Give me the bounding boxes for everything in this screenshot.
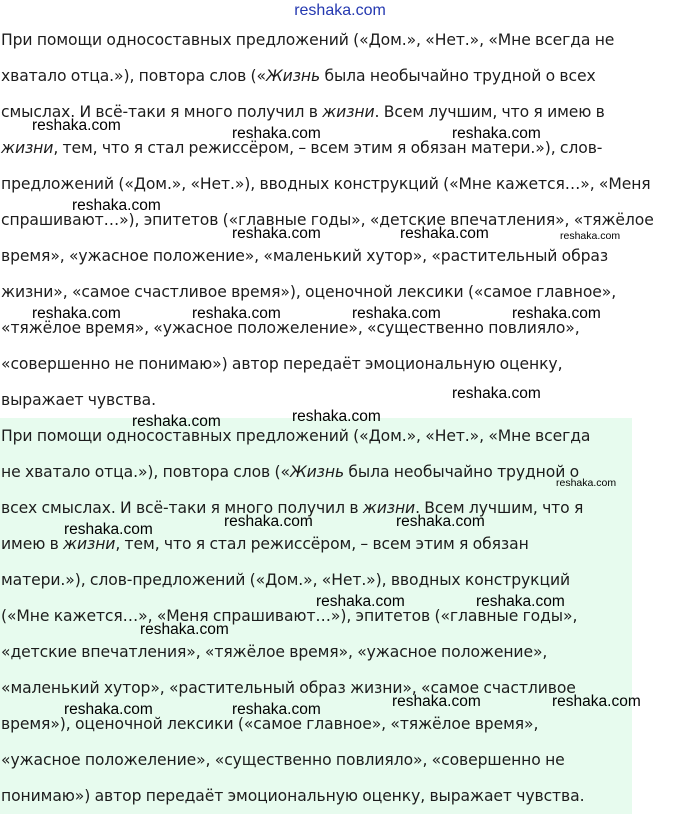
text-line: всех смыслах. И всё-таки я много получил в жизни. Всем лучшим, что я (1, 499, 584, 517)
watermark: reshaka.com (132, 413, 221, 430)
watermark: reshaka.com (64, 701, 153, 718)
watermark: reshaka.com (552, 693, 641, 710)
watermark: reshaka.com (232, 701, 321, 718)
watermark: reshaka.com (556, 477, 617, 489)
text-line: не хватало отца.»), повтора слов («Жизнь была необычайно трудной о (1, 463, 580, 481)
text-line: «тяжёлое время», «ужасное положеление», «существенно повлияло», (1, 319, 580, 337)
text-line: понимаю») автор передаёт эмоциональную оценку, выражает чувства. (1, 787, 585, 805)
text-line: При помощи односоставных предложений («Дом.», «Нет.», «Мне всегда (1, 427, 591, 445)
watermark: reshaka.com (452, 385, 541, 402)
text-line: предложений («Дом.», «Нет.»), вводных конструкций («Мне кажется…», «Меня (1, 175, 651, 193)
text-line: смыслах. И всё-таки я много получил в жизни. Всем лучшим, что я имею в (1, 103, 605, 121)
watermark: reshaka.com (292, 408, 381, 425)
text-line: «совершенно не понимаю») автор передаёт эмоциональную оценку, (1, 355, 563, 373)
text-line: «ужасное положеление», «существенно повлияло», «совершенно не (1, 751, 565, 769)
watermark: reshaka.com (452, 125, 541, 142)
text-line: имею в жизни, тем, что я стал режиссёром, – всем этим я обязан (1, 535, 529, 553)
text-line: выражает чувства. (1, 391, 156, 409)
watermark: reshaka.com (224, 513, 313, 530)
text-line: При помощи односоставных предложений («Дом.», «Нет.», «Мне всегда не (1, 31, 615, 49)
watermark: reshaka.com (316, 593, 405, 610)
watermark: reshaka.com (352, 305, 441, 322)
text-line: «детские впечатления», «тяжёлое время», «ужасное положение», (1, 643, 548, 661)
text-line: хватало отца.»), повтора слов («Жизнь была необычайно трудной о всех (1, 67, 596, 85)
watermark: reshaka.com (64, 521, 153, 538)
text-line: («Мне кажется…», «Меня спрашивают…»), эпитетов («главные годы», (1, 607, 578, 625)
watermark: reshaka.com (400, 225, 489, 242)
watermark: reshaka.com (232, 125, 321, 142)
site-header-link[interactable]: reshaka.com (294, 2, 386, 19)
answer-paragraph (0, 418, 632, 814)
watermark: reshaka.com (512, 305, 601, 322)
watermark: reshaka.com (72, 197, 161, 214)
watermark: reshaka.com (32, 305, 121, 322)
watermark: reshaka.com (192, 305, 281, 322)
watermark: reshaka.com (476, 593, 565, 610)
text-line: время», «ужасное положение», «маленький хутор», «растительный образ (1, 247, 609, 265)
watermark: reshaka.com (396, 513, 485, 530)
watermark: reshaka.com (392, 693, 481, 710)
text-line: жизни», «самое счастливое время»), оценочной лексики («самое главное», (1, 283, 617, 301)
text-line: спрашивают…»), эпитетов («главные годы», «детские впечатления», «тяжёлое (1, 211, 654, 229)
text-line: жизни, тем, что я стал режиссёром, – всем этим я обязан матери.»), слов- (1, 139, 603, 157)
watermark: reshaka.com (560, 230, 621, 242)
plain-paragraph (0, 22, 680, 418)
text-line: «маленький хутор», «растительный образ жизни», «самое счастливое (1, 679, 576, 697)
text-line: матери.»), слов-предложений («Дом.», «Нет.»), вводных конструкций (1, 571, 571, 589)
watermark: reshaka.com (32, 117, 121, 134)
watermark: reshaka.com (140, 621, 229, 638)
text-line: время»), оценочной лексики («самое главное», «тяжёлое время», (1, 715, 539, 733)
watermark: reshaka.com (232, 225, 321, 242)
